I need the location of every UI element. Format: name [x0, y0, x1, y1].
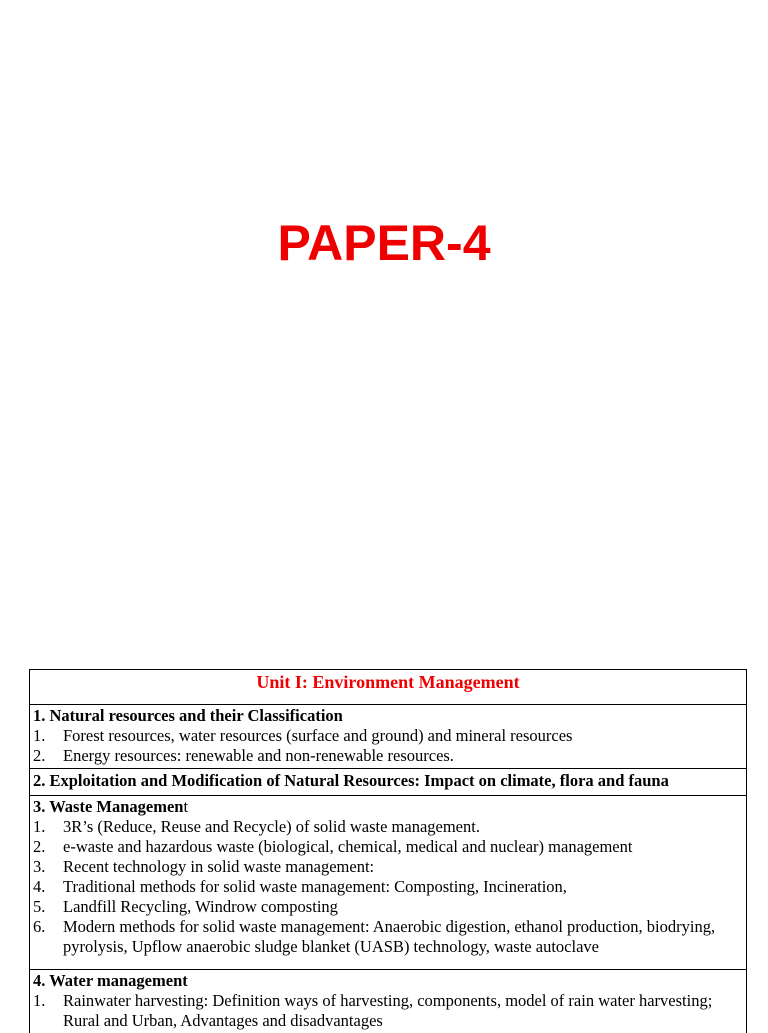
- heading-tail-part: t: [183, 797, 189, 816]
- item-number: 5.: [33, 897, 46, 916]
- item-text: 3R’s (Reduce, Reuse and Recycle) of solid waste management.: [63, 817, 480, 836]
- section-heading: 1. Natural resources and their Classification: [33, 706, 343, 725]
- list-item: [33, 817, 743, 837]
- item-list: [33, 991, 743, 1031]
- list-item: [33, 917, 743, 957]
- item-number: 2.: [33, 837, 46, 856]
- section-heading: 2. Exploitation and Modification of Natural Resources: Impact on climate, flora and fauna: [33, 771, 669, 790]
- section-heading: [33, 797, 743, 817]
- unit-title: Unit I: Environment Management: [256, 672, 520, 692]
- list-item: [33, 991, 743, 1031]
- list-item: [33, 857, 743, 877]
- heading-bold-part: 3. Waste Managemen: [33, 797, 184, 816]
- section-waste-management: [30, 796, 746, 970]
- list-item: [33, 746, 743, 766]
- item-text: Landfill Recycling, Windrow composting: [63, 897, 338, 916]
- item-number: 3.: [33, 857, 46, 876]
- section-exploitation: [30, 769, 746, 796]
- item-text: Forest resources, water resources (surface and ground) and mineral resources: [63, 726, 573, 745]
- item-number: 1.: [33, 726, 46, 745]
- item-text: Traditional methods for solid waste management: Composting, Incineration,: [63, 877, 567, 896]
- item-text: Recent technology in solid waste management:: [63, 857, 375, 876]
- item-text: Energy resources: renewable and non-renewable resources.: [63, 746, 454, 765]
- item-text: Modern methods for solid waste management: Anaerobic digestion, ethanol production, biodrying, pyrolysis, Upflow anaerobic sludge blanket (UASB) technology, waste autoclave: [63, 917, 716, 956]
- item-text: Rainwater harvesting: Definition ways of harvesting, components, model of rain water harvesting; Rural and Urban, Advantages and disadvantages: [63, 991, 713, 1030]
- item-number: 1.: [33, 817, 46, 836]
- item-list: [33, 726, 743, 766]
- page-title: PAPER-4: [277, 215, 491, 271]
- item-text: e-waste and hazardous waste (biological, chemical, medical and nuclear) management: [63, 837, 633, 856]
- item-number: 4.: [33, 877, 46, 896]
- syllabus-table: [29, 669, 747, 1033]
- item-list: [33, 817, 743, 957]
- item-number: 6.: [33, 917, 46, 936]
- unit-header: [30, 670, 746, 705]
- section-natural-resources: [30, 705, 746, 769]
- list-item: [33, 837, 743, 857]
- item-number: 1.: [33, 991, 46, 1010]
- list-item: [33, 897, 743, 917]
- section-heading: 4. Water management: [33, 971, 188, 990]
- list-item: [33, 726, 743, 746]
- item-number: 2.: [33, 746, 46, 765]
- list-item: [33, 877, 743, 897]
